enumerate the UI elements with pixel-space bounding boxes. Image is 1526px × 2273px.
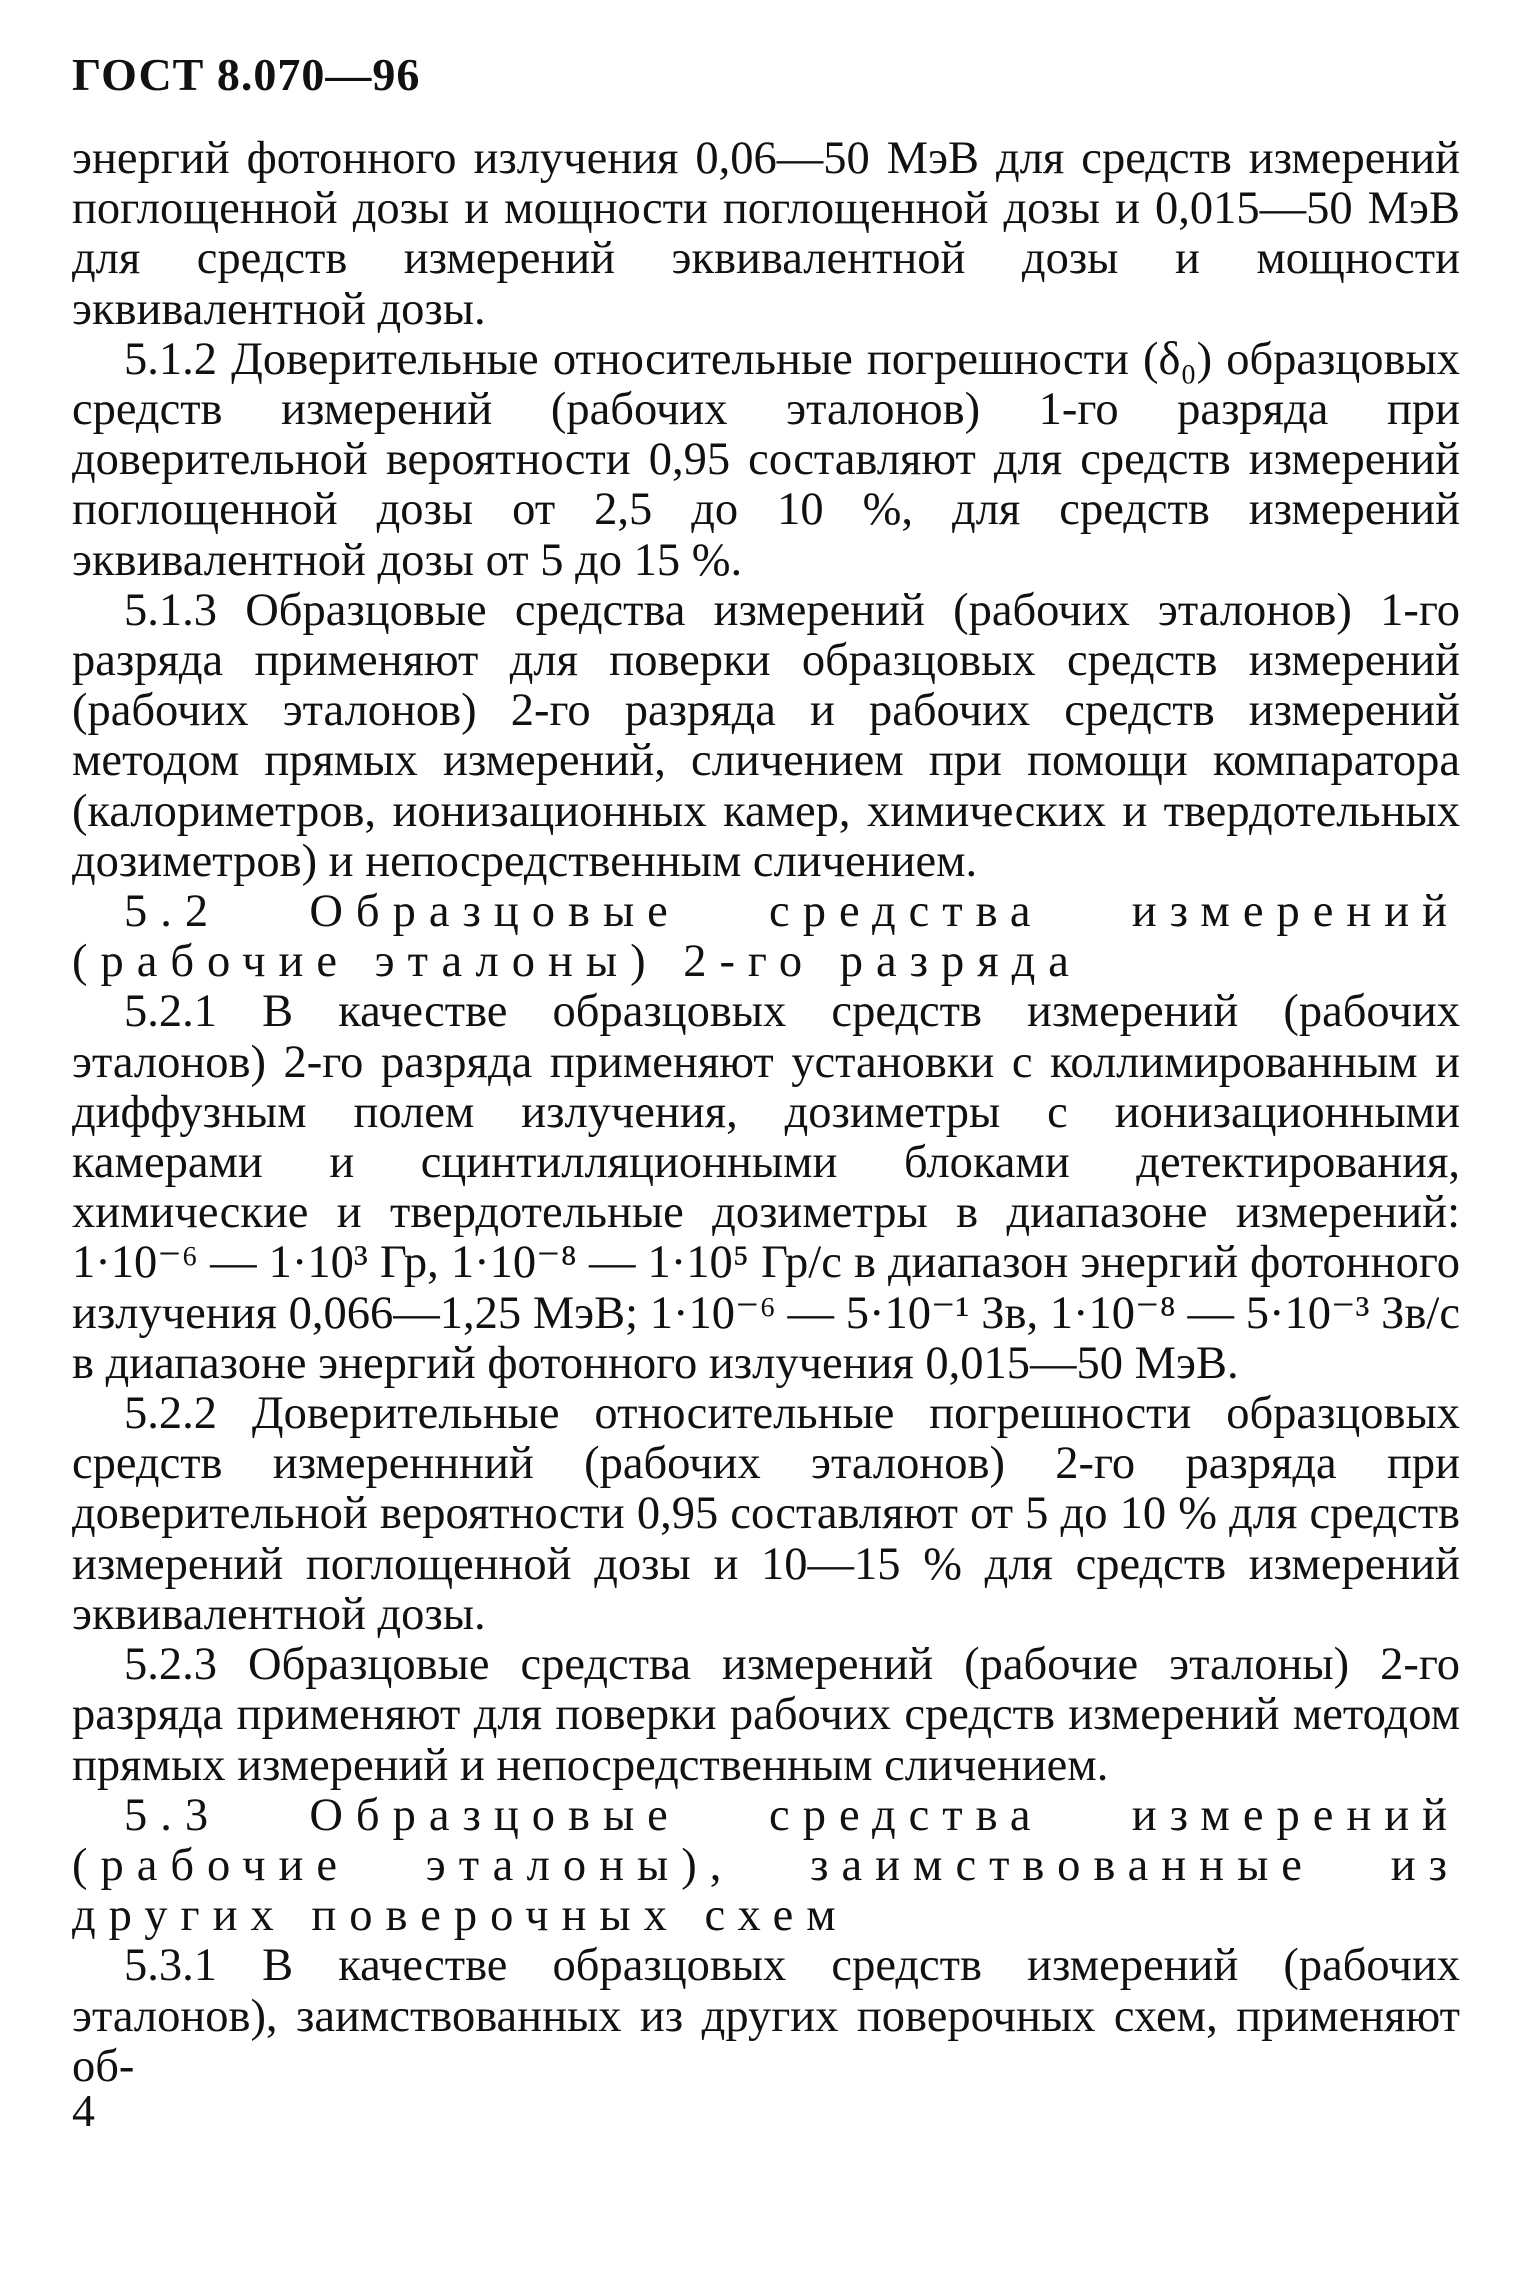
paragraph-continuation: энергий фотонного излучения 0,06—50 МэВ для средств измерений поглощенной дозы и мощности поглощенной дозы и 0,015—50 МэВ для средств измерений эквивалентной дозы и мощности эквивалентной дозы.	[72, 133, 1460, 335]
section-heading-5-2: 5.2 Образцовые средства измерений (рабочие эталоны) 2-го разряда	[72, 886, 1460, 988]
paragraph-5-2-3: 5.2.3 Образцовые средства измерений (рабочие эталоны) 2-го разряда применяют для поверки рабочих средств измерений методом прямых измерений и непосредственным сличением.	[72, 1639, 1460, 1791]
section-heading-5-3: 5.3 Образцовые средства измерений (рабочие эталоны), заимствованные из других поверочных схем	[72, 1789, 1460, 1942]
paragraph-5-3-1: 5.3.1 В качестве образцовых средств измерений (рабочих эталонов), заимствованных из других поверочных схем, применяют об-	[72, 1940, 1460, 2092]
document-body	[72, 134, 1460, 2092]
document-header: ГОСТ 8.070—96	[72, 49, 421, 100]
paragraph-5-1-2: 5.1.2 Доверительные относительные погрешности (δ₀) образцовых средств измерений (рабочих эталонов) 1-го разряда при доверительной вероятности 0,95 составляют для средств измерений поглощенной дозы от 2,5 до 10 %, для средств измерений эквивалентной дозы от 5 до 15 %.	[72, 333, 1460, 586]
paragraph-5-2-1: 5.2.1 В качестве образцовых средств измерений (рабочих эталонов) 2-го разряда применяют установки с коллимированным и диффузным полем излучения, дозиметры с ионизационными камерами и сцинтилляционными блоками детектирования, химические и твердотельные дозиметры в диапазоне измерений: 1·10⁻⁶ — 1·10³ Гр, 1·10⁻⁸ — 1·10⁵ Гр/с в диапазон энергий фотонного излучения 0,066—1,25 МэВ; 1·10⁻⁶ — 5·10⁻¹ Зв, 1·10⁻⁸ — 5·10⁻³ Зв/с в диапазоне энергий фотонного излучения 0,015—50 МэВ.	[72, 986, 1460, 1389]
page-number: 4	[72, 2085, 95, 2136]
paragraph-5-2-2: 5.2.2 Доверительные относительные погрешности образцовых средств измереннний (рабочих эталонов) 2-го разряда при доверительной вероятности 0,95 составляют от 5 до 10 % для средств измерений поглощенной дозы и 10—15 % для средств измерений эквивалентной дозы.	[72, 1388, 1460, 1640]
paragraph-5-1-3: 5.1.3 Образцовые средства измерений (рабочих эталонов) 1-го разряда применяют для поверки образцовых средств измерений (рабочих эталонов) 2-го разряда и рабочих средств измерений методом прямых измерений, сличением при помощи компаратора (калориметров, ионизационных камер, химических и твердотельных дозиметров) и непосредственным сличением.	[72, 584, 1460, 887]
